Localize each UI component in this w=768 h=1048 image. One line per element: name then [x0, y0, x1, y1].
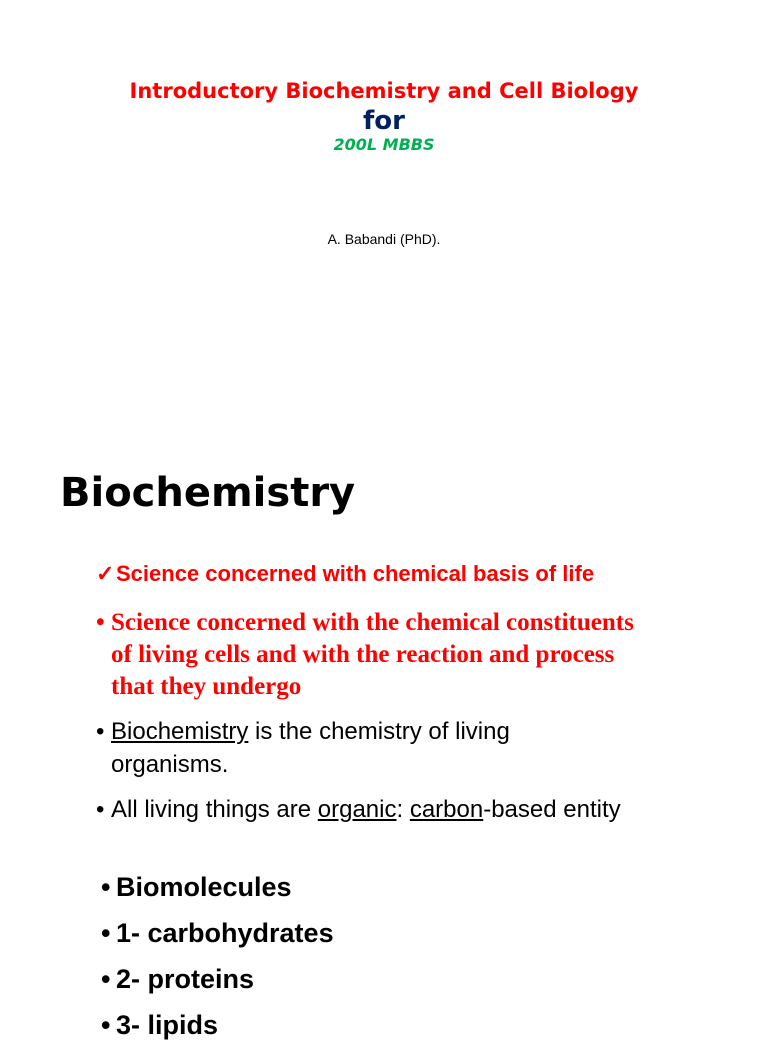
- carbon-term: carbon: [409, 796, 484, 823]
- chemistry-list-item: [96, 715, 616, 781]
- bullet-icon: •: [101, 872, 111, 902]
- for-label: for: [363, 106, 405, 136]
- list-item: [101, 1002, 701, 1048]
- definition-text: Science concerned with the chemical constituents of living cells and with the reaction and process that they undergo: [111, 609, 634, 700]
- list-item: [101, 956, 701, 1002]
- organic-item-pre: All living things are: [111, 796, 318, 823]
- organic-item-post: -based entity: [483, 796, 621, 823]
- bullet-icon: •: [101, 918, 111, 948]
- bullet-icon: •: [96, 609, 105, 636]
- checkmark-icon: ✓: [96, 561, 115, 586]
- organic-term: organic: [317, 796, 397, 823]
- title-block: [0, 78, 768, 154]
- presentation-title: Introductory Biochemistry and Cell Biology: [129, 79, 639, 103]
- list-item-text: 3- lipids: [116, 1010, 219, 1040]
- course-label: 200L MBBS: [333, 135, 435, 154]
- chemistry-item-rest: is the chemistry of living organisms.: [111, 718, 510, 778]
- slide-heading: Biochemistry: [60, 470, 356, 516]
- list-item-text: 1- carbohydrates: [116, 918, 334, 948]
- bullet-icon: •: [96, 718, 105, 745]
- check-item-text: Science concerned with chemical basis of life: [116, 561, 595, 586]
- organic-item-colon: :: [396, 796, 410, 823]
- organic-list-item: [96, 793, 736, 826]
- list-item-text: 2- proteins: [116, 964, 255, 994]
- biochemistry-slide: [0, 440, 768, 1040]
- bullet-icon: •: [96, 796, 105, 823]
- chemistry-item-text: [111, 715, 616, 781]
- list-item-text: Biomolecules: [116, 872, 292, 902]
- check-list-item: [96, 560, 736, 588]
- biomolecules-list: [101, 864, 701, 1048]
- biochemistry-link-term: Biochemistry: [111, 718, 249, 745]
- definition-list-item: [96, 607, 636, 703]
- organic-item-text: [111, 793, 736, 826]
- list-item: [101, 910, 701, 956]
- author-name: A. Babandi (PhD).: [327, 231, 441, 247]
- bullet-icon: •: [101, 1010, 111, 1040]
- list-item: [101, 864, 701, 910]
- title-slide: [0, 0, 768, 440]
- bullet-icon: •: [101, 964, 111, 994]
